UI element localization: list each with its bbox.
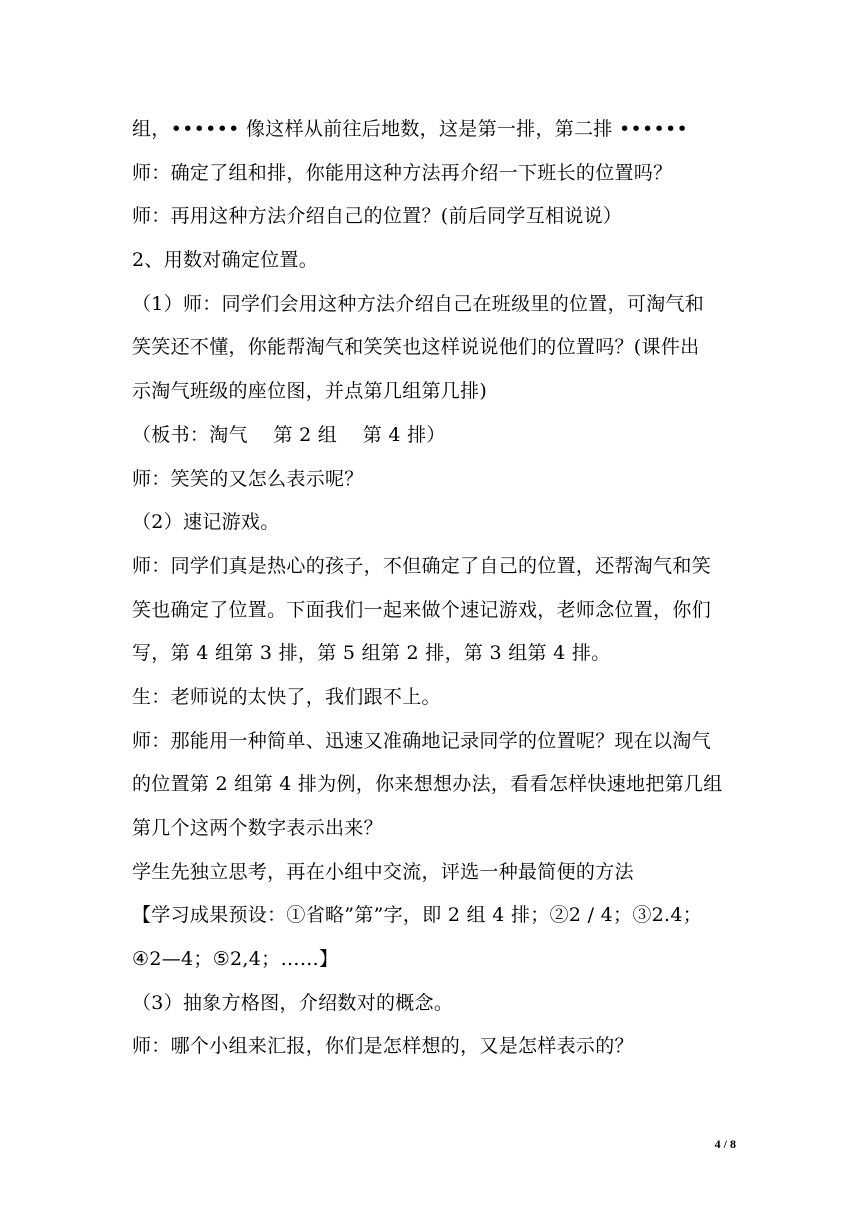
text-line-13: 写，第 4 组第 3 排，第 5 组第 2 排，第 3 组第 4 排。 <box>132 642 611 665</box>
text-line-1: 组，•••••• 像这样从前往后地数，这是第一排，第二排 •••••• <box>132 118 689 140</box>
text-line-2: 师：确定了组和排，你能用这种方法再介绍一下班长的位置吗？ <box>132 161 673 184</box>
text-line-8: （板书：淘气 第 2 组 第 4 排） <box>132 423 446 446</box>
text-line-16: 的位置第 2 组第 4 排为例，你来想想办法，看看怎样快速地把第几组 <box>132 773 723 796</box>
text-line-21: （3）抽象方格图，介绍数对的概念。 <box>132 991 454 1014</box>
text-line-18: 学生先独立思考，再在小组中交流，评选一种最简便的方法 <box>132 860 634 883</box>
document-body <box>132 108 742 1069</box>
text-line-10: （2）速记游戏。 <box>132 511 280 534</box>
text-line-14: 生：老师说的太快了，我们跟不上。 <box>132 685 441 708</box>
text-line-6: 笑笑还不懂，你能帮淘气和笑笑也这样说说他们的位置吗？(课件出 <box>132 336 700 359</box>
text-line-7: 示淘气班级的座位图，并点第几组第几排) <box>132 380 488 403</box>
page-number: 4 / 8 <box>714 1137 736 1151</box>
text-line-11: 师：同学们真是热心的孩子，不但确定了自己的位置，还帮淘气和笑 <box>132 554 712 577</box>
text-line-3: 师：再用这种方法介绍自己的位置？(前后同学互相说说） <box>132 205 623 228</box>
text-line-20: ④2—4；⑤2,4；……】 <box>132 948 339 971</box>
text-line-15: 师：那能用一种简单、迅速又准确地记录同学的位置呢？现在以淘气 <box>132 729 712 752</box>
text-line-5: （1）师：同学们会用这种方法介绍自己在班级里的位置，可淘气和 <box>132 292 705 315</box>
text-line-22: 师：哪个小组来汇报，你们是怎样想的，又是怎样表示的？ <box>132 1035 634 1058</box>
text-line-9: 师：笑笑的又怎么表示呢？ <box>132 467 364 490</box>
text-line-12: 笑也确定了位置。下面我们一起来做个速记游戏，老师念位置，你们 <box>132 598 712 621</box>
text-line-19: 【学习成果预设：①省略”第”字，即 2 组 4 排；②2 / 4；③2.4； <box>132 904 703 927</box>
text-line-4: 2、用数对确定位置。 <box>132 249 319 272</box>
text-line-17: 第几个这两个数字表示出来？ <box>132 817 383 839</box>
